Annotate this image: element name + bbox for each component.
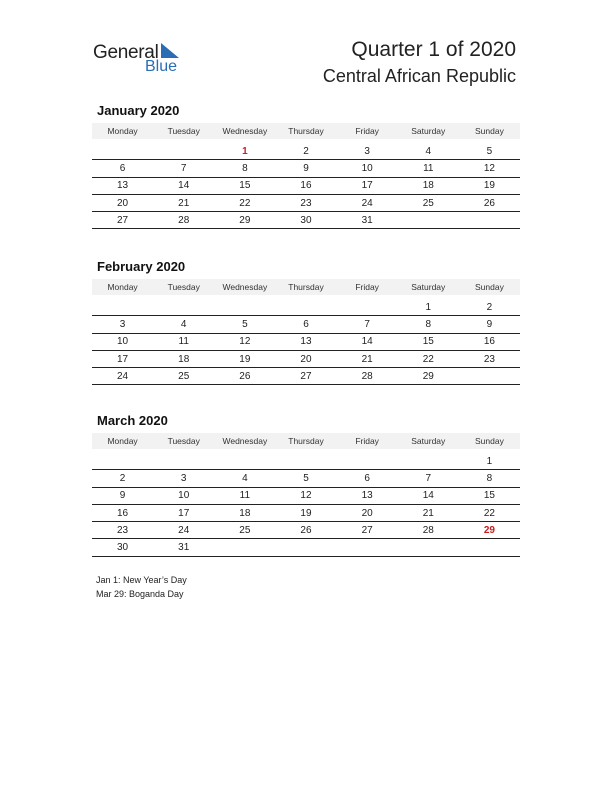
day-cell: 5: [303, 472, 309, 484]
weekday-label: Friday: [355, 126, 379, 136]
week-row: [92, 195, 520, 212]
day-cell: 26: [239, 370, 251, 382]
weekday-header: [92, 433, 520, 449]
day-cell: 5: [242, 318, 248, 330]
day-cell: 14: [178, 180, 190, 192]
day-cell: 9: [303, 162, 309, 174]
month-calendar-february: [92, 258, 520, 385]
day-cell: 17: [178, 507, 190, 519]
day-cell: 22: [239, 197, 251, 209]
day-cell: 26: [300, 524, 312, 536]
day-cell: 15: [483, 490, 495, 502]
logo-word-blue: Blue: [145, 58, 178, 75]
weekday-label: Sunday: [474, 126, 504, 136]
day-cell: 4: [242, 472, 248, 484]
day-cell: 1: [425, 301, 432, 313]
day-cell: 19: [483, 180, 495, 192]
week-row: [92, 522, 520, 539]
day-cell: 19: [300, 507, 312, 519]
day-cell: 16: [483, 336, 495, 348]
day-cell: 27: [300, 370, 312, 382]
day-cell: 8: [242, 162, 248, 174]
week-row: [92, 453, 520, 470]
weekday-label: Tuesday: [167, 436, 200, 446]
day-cell: 11: [423, 162, 434, 174]
day-cell: 2: [486, 301, 493, 313]
day-cell: 15: [422, 336, 434, 348]
day-cell: 2: [119, 472, 126, 484]
holiday-note: Mar 29: Boganda Day: [96, 588, 184, 599]
weekday-header: [92, 123, 520, 139]
day-cell: 18: [239, 507, 251, 519]
day-cell: 21: [178, 197, 190, 209]
weekday-header: [92, 279, 520, 295]
weekday-label: Thursday: [288, 282, 324, 292]
day-cell: 1: [486, 455, 493, 467]
day-cell: 13: [300, 336, 312, 348]
day-cell: 26: [483, 197, 495, 209]
day-cell: 17: [361, 180, 373, 192]
weekday-label: Monday: [107, 436, 138, 446]
week-row: [92, 316, 520, 333]
day-cell: 21: [361, 353, 373, 365]
month-title: January 2020: [97, 103, 180, 118]
week-row: [92, 160, 520, 177]
holiday-notes: [96, 574, 187, 601]
day-cell: 21: [422, 507, 434, 519]
country-name: Central African Republic: [322, 66, 516, 86]
day-cell: 13: [361, 490, 373, 502]
week-row: [92, 178, 520, 195]
day-cell: 19: [239, 353, 251, 365]
weekday-label: Tuesday: [167, 126, 200, 136]
month-calendar-march: [92, 412, 520, 557]
day-cell: 31: [178, 542, 190, 554]
day-cell: 17: [117, 353, 129, 365]
day-cell: 7: [425, 472, 432, 484]
day-cell: 10: [361, 162, 373, 174]
day-cell: 2: [303, 145, 309, 157]
day-cell: 4: [425, 145, 432, 157]
day-cell: 20: [361, 507, 373, 519]
weekday-label: Friday: [355, 282, 379, 292]
day-cell: 25: [239, 524, 251, 536]
week-row: [92, 539, 520, 556]
day-cell: 12: [300, 490, 312, 502]
generalblue-logo: [93, 40, 193, 80]
day-cell: 28: [361, 370, 373, 382]
day-cell: 8: [486, 472, 493, 484]
day-cell: 6: [119, 162, 126, 174]
day-cell: 24: [178, 524, 190, 536]
day-cell: 6: [364, 472, 370, 484]
day-cell: 25: [178, 370, 190, 382]
day-cell: 13: [117, 180, 129, 192]
day-cell: 3: [180, 472, 187, 484]
weekday-label: Wednesday: [222, 282, 268, 292]
weekday-label: Tuesday: [167, 282, 200, 292]
day-cell: 9: [119, 490, 126, 502]
day-cell: 15: [239, 180, 251, 192]
day-cell: 29: [422, 370, 434, 382]
holiday-note: Jan 1: New Year’s Day: [96, 575, 187, 585]
day-cell: 28: [422, 524, 434, 536]
month-calendar-january: [92, 102, 520, 229]
day-cell: 7: [364, 318, 370, 330]
day-cell: 27: [361, 524, 373, 536]
day-cell: 18: [178, 353, 190, 365]
holiday-day-cell: 1: [242, 145, 248, 157]
day-cell: 11: [178, 336, 189, 348]
day-cell: 9: [486, 318, 493, 330]
weekday-label: Thursday: [288, 126, 324, 136]
day-cell: 4: [180, 318, 187, 330]
day-cell: 14: [422, 490, 434, 502]
weekday-label: Wednesday: [222, 436, 268, 446]
day-cell: 30: [300, 214, 312, 226]
day-cell: 14: [361, 336, 373, 348]
day-cell: 3: [364, 145, 370, 157]
logo-word-general: General: [93, 42, 159, 63]
day-cell: 5: [486, 145, 493, 157]
day-cell: 12: [239, 336, 251, 348]
day-cell: 29: [239, 214, 251, 226]
day-cell: 30: [117, 542, 129, 554]
day-cell: 16: [117, 507, 129, 519]
day-cell: 18: [422, 180, 434, 192]
day-cell: 23: [300, 197, 312, 209]
day-cell: 8: [425, 318, 432, 330]
week-row: [92, 488, 520, 505]
day-cell: 12: [483, 162, 495, 174]
week-row: [92, 212, 520, 229]
day-cell: 10: [178, 490, 190, 502]
weekday-label: Monday: [107, 126, 138, 136]
weekday-label: Friday: [355, 436, 379, 446]
day-cell: 25: [422, 197, 434, 209]
day-cell: 11: [239, 490, 251, 502]
week-row: [92, 470, 520, 487]
day-cell: 22: [483, 507, 495, 519]
day-cell: 24: [361, 197, 373, 209]
week-row: [92, 351, 520, 368]
day-cell: 20: [300, 353, 312, 365]
day-cell: 31: [361, 214, 373, 226]
week-row: [92, 299, 520, 316]
day-cell: 6: [303, 318, 309, 330]
day-cell: 23: [483, 353, 495, 365]
week-row: [92, 505, 520, 522]
week-row: [92, 368, 520, 385]
weekday-label: Saturday: [411, 436, 446, 446]
month-title: March 2020: [97, 413, 168, 428]
week-row: [92, 334, 520, 351]
weekday-label: Wednesday: [222, 126, 268, 136]
week-row: [92, 143, 520, 160]
weekday-label: Saturday: [411, 126, 446, 136]
day-cell: 28: [178, 214, 190, 226]
month-title: February 2020: [97, 259, 186, 274]
weekday-label: Thursday: [288, 436, 324, 446]
day-cell: 23: [117, 524, 129, 536]
weekday-label: Saturday: [411, 282, 446, 292]
day-cell: 16: [300, 180, 312, 192]
page-title: Quarter 1 of 2020: [351, 38, 516, 61]
day-cell: 10: [117, 336, 129, 348]
day-cell: 3: [119, 318, 126, 330]
weekday-label: Sunday: [474, 436, 504, 446]
day-cell: 24: [117, 370, 129, 382]
holiday-day-cell: 29: [483, 524, 495, 536]
day-cell: 20: [117, 197, 129, 209]
weekday-label: Monday: [107, 282, 138, 292]
day-cell: 22: [422, 353, 434, 365]
weekday-label: Sunday: [474, 282, 504, 292]
day-cell: 7: [180, 162, 187, 174]
day-cell: 27: [117, 214, 129, 226]
